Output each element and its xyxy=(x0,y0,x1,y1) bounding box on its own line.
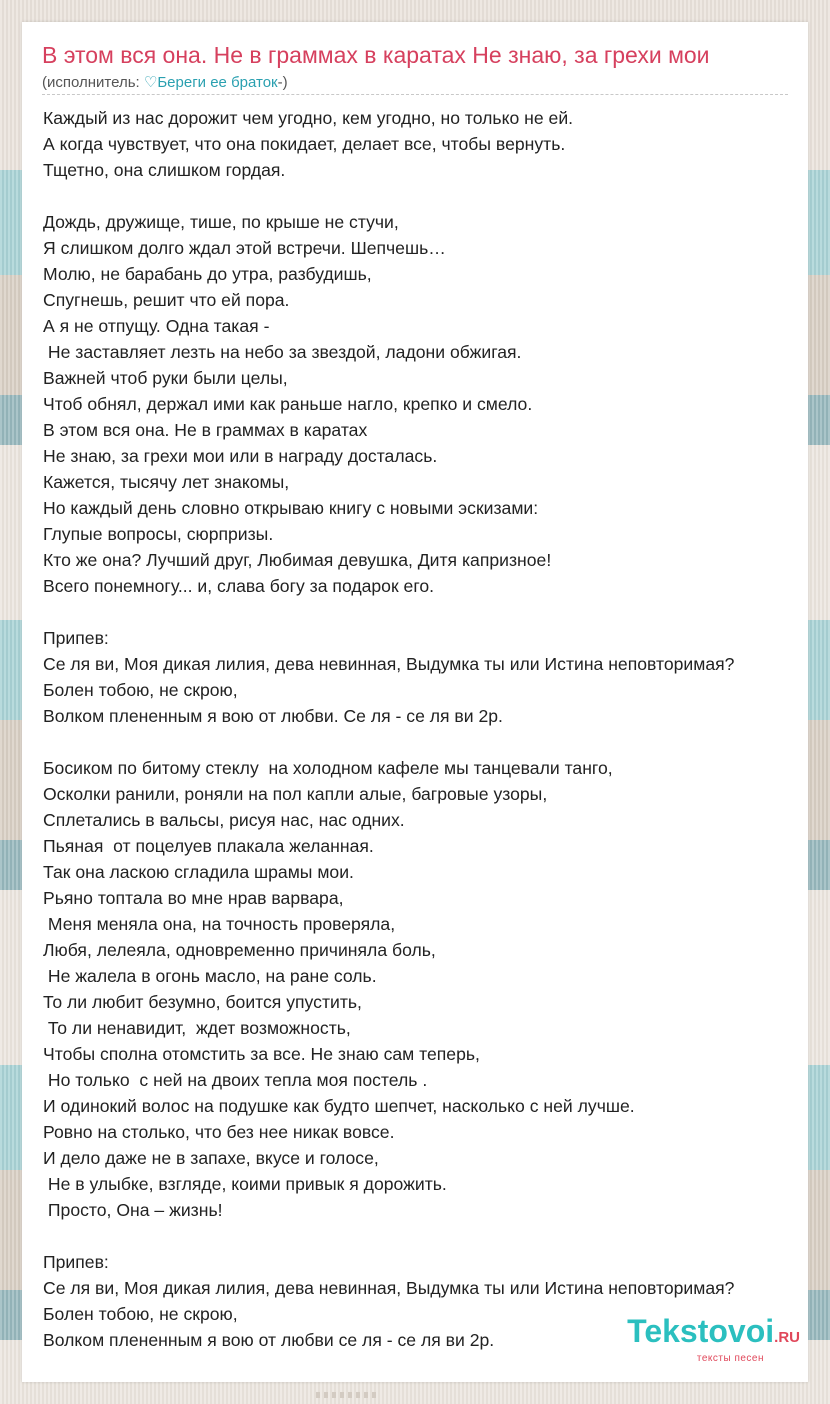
lyric-line: И одинокий волос на подушке как будто шепчет, насколько с ней лучше. xyxy=(43,1096,635,1116)
lyric-line: Рьяно топтала во мне нрав варвара, xyxy=(43,888,344,908)
lyric-line: Дождь, дружище, тише, по крыше не стучи, xyxy=(43,212,399,232)
lyric-line: Но только с ней на двоих тепла моя постель . xyxy=(43,1070,428,1090)
lyric-line: Чтобы сполна отомстить за все. Не знаю сам теперь, xyxy=(43,1044,480,1064)
lyric-line: Просто, Она – жизнь! xyxy=(43,1200,223,1220)
artist-suffix: -) xyxy=(277,74,288,91)
lyric-line: Меня меняла она, на точность проверяла, xyxy=(43,914,396,934)
lyric-line: Припев: xyxy=(43,628,109,648)
lyric-line: Сплетались в вальсы, рисуя нас, нас одних. xyxy=(43,810,405,830)
lyric-line: Ровно на столько, что без нее никак вовсе. xyxy=(43,1122,395,1142)
logo-name: Tekstovoi xyxy=(627,1313,775,1349)
lyric-line: Болен тобою, не скрою, xyxy=(43,1304,238,1324)
lyric-line: Кажется, тысячу лет знакомы, xyxy=(43,472,290,492)
lyrics-text xyxy=(43,105,829,1353)
title-divider xyxy=(42,94,788,95)
lyric-line: Важней чтоб руки были целы, xyxy=(43,368,288,388)
lyric-line: Так она ласкою сгладила шрамы мои. xyxy=(43,862,354,882)
lyric-line: Босиком по битому стеклу на холодном кафеле мы танцевали танго, xyxy=(43,758,613,778)
lyric-line: То ли ненавидит, ждет возможность, xyxy=(43,1018,351,1038)
logo-tagline: тексты песен xyxy=(696,1353,764,1364)
artist-line xyxy=(42,73,288,91)
lyric-line: Болен тобою, не скрою, xyxy=(43,680,238,700)
lyric-line: Чтоб обнял, держал ими как раньше нагло, крепко и смело. xyxy=(43,394,533,414)
lyric-line: Всего понемногу... и, слава богу за подарок его. xyxy=(43,576,435,596)
lyric-line: В этом вся она. Не в граммах в каратах xyxy=(43,420,368,440)
lyric-line: Осколки ранили, роняли на пол капли алые, багровые узоры, xyxy=(43,784,548,804)
lyric-line: Припев: xyxy=(43,1252,109,1272)
lyric-line: Каждый из нас дорожит чем угодно, кем угодно, но только не ей. xyxy=(43,108,574,128)
lyric-line: Я слишком долго ждал этой встречи. Шепчешь… xyxy=(43,238,446,258)
lyric-line: Но каждый день словно открываю книгу с новыми эскизами: xyxy=(43,498,539,518)
logo-wordmark xyxy=(627,1315,800,1354)
lyric-line: Пьяная от поцелуев плакала желанная. xyxy=(43,836,374,856)
artist-link[interactable] xyxy=(144,74,278,91)
lyric-line: И дело даже не в запахе, вкусе и голосе, xyxy=(43,1148,379,1168)
lyrics-card xyxy=(22,22,808,1382)
heart-icon: ♡ xyxy=(143,74,158,91)
lyric-line: А когда чувствует, что она покидает, делает все, чтобы вернуть. xyxy=(43,134,566,154)
lyric-line xyxy=(43,729,829,755)
lyric-line: Глупые вопросы, сюрпризы. xyxy=(43,524,274,544)
lyric-line xyxy=(43,1223,829,1249)
lyric-line: Молю, не барабань до утра, разбудишь, xyxy=(43,264,372,284)
lyric-line: Не жалела в огонь масло, на ране соль. xyxy=(43,966,377,986)
lyric-line: Не в улыбке, взгляде, коими привык я дорожить. xyxy=(43,1174,447,1194)
lyric-line: Спугнешь, решит что ей пора. xyxy=(43,290,290,310)
lyric-line: Се ля ви, Моя дикая лилия, дева невинная, Выдумка ты или Истина неповторимая? xyxy=(43,1278,735,1298)
lyric-line: Тщетно, она слишком гордая. xyxy=(43,160,286,180)
lyric-line xyxy=(43,183,829,209)
lyric-line: То ли любит безумно, боится упустить, xyxy=(43,992,362,1012)
lyric-line: Волком плененным я вою от любви. Се ля - се ля ви 2р. xyxy=(43,706,503,726)
artist-name: Береги ее браток xyxy=(157,74,278,91)
lyric-line: Не знаю, за грехи мои или в награду досталась. xyxy=(43,446,438,466)
lyric-line: Се ля ви, Моя дикая лилия, дева невинная, Выдумка ты или Истина неповторимая? xyxy=(43,654,735,674)
artist-prefix: (исполнитель: xyxy=(42,74,144,91)
lyric-line xyxy=(43,599,829,625)
logo-tld: .RU xyxy=(774,1329,800,1346)
page-edge-decoration xyxy=(316,1392,376,1398)
lyric-line: А я не отпущу. Одна такая - xyxy=(43,316,270,336)
site-logo[interactable] xyxy=(627,1315,800,1364)
song-title: В этом вся она. Не в граммах в каратах Не знаю, за грехи мои xyxy=(42,42,710,68)
lyric-line: Кто же она? Лучший друг, Любимая девушка, Дитя капризное! xyxy=(43,550,552,570)
lyric-line: Любя, лелеяла, одновременно причиняла боль, xyxy=(43,940,436,960)
lyric-line: Не заставляет лезть на небо за звездой, ладони обжигая. xyxy=(43,342,522,362)
lyric-line: Волком плененным я вою от любви се ля - се ля ви 2р. xyxy=(43,1330,495,1350)
